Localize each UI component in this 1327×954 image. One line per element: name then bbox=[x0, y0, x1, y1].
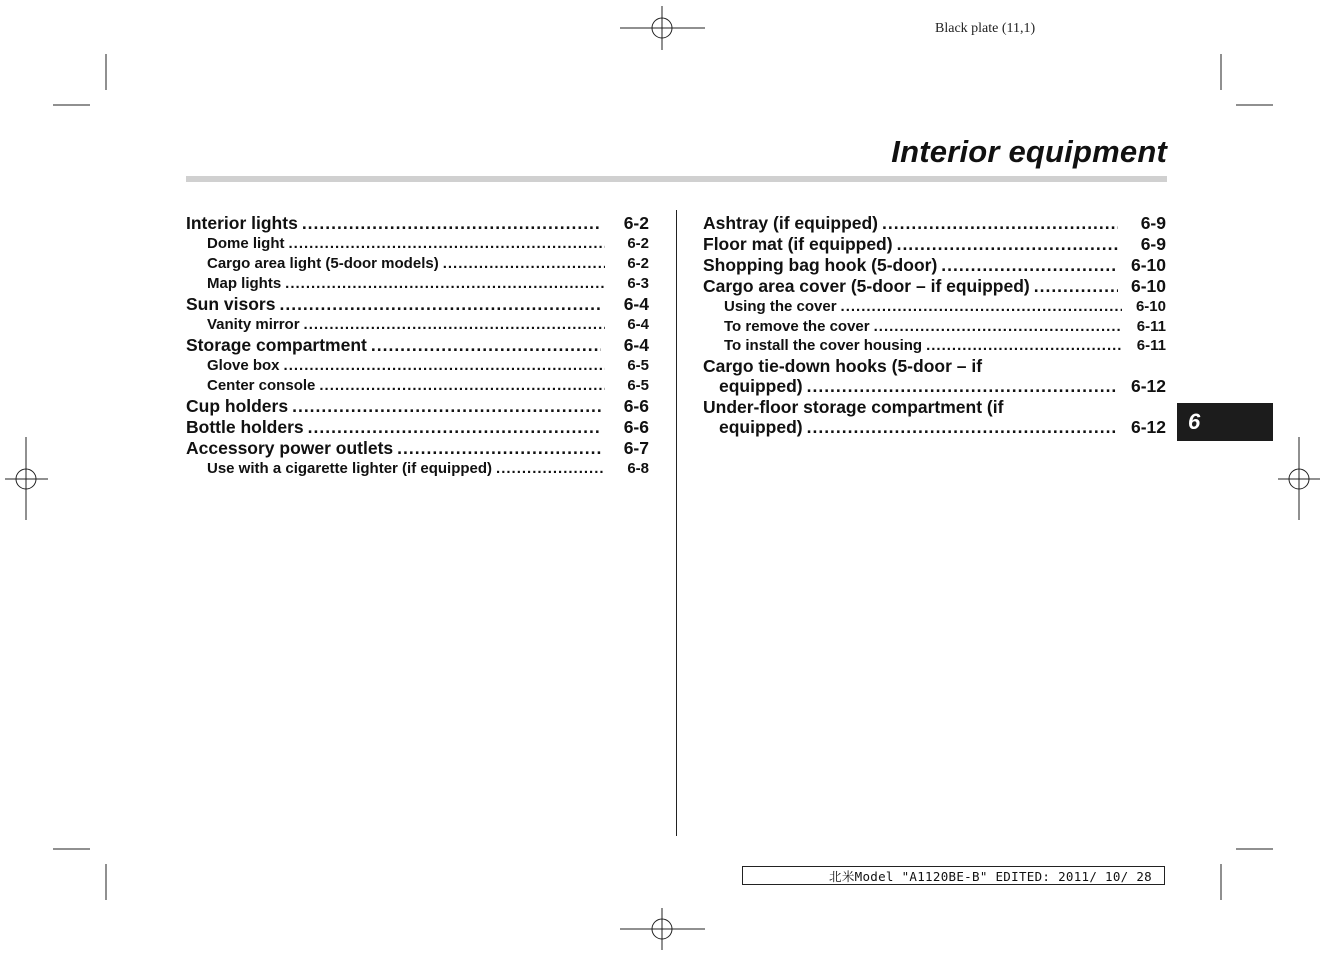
toc-entry-page: 6-4 bbox=[623, 294, 649, 314]
toc-entry-page: 6-5 bbox=[627, 357, 649, 374]
toc-entry-page: 6-2 bbox=[623, 213, 649, 233]
toc-entry-label: Use with a cigarette lighter (if equipped) bbox=[207, 460, 493, 477]
leader-dots bbox=[882, 213, 1118, 234]
toc-entry-label-line1: Cargo tie-down hooks (5-door – if bbox=[703, 356, 983, 377]
leader-dots bbox=[874, 317, 1122, 337]
title-rule bbox=[186, 176, 1167, 182]
toc-entry-line2 bbox=[703, 376, 1166, 397]
toc-entry-label: Dome light bbox=[207, 235, 285, 252]
toc-entry-label: Glove box bbox=[207, 357, 280, 374]
toc-entry-page: 6-9 bbox=[1140, 213, 1166, 233]
toc-left-column bbox=[186, 213, 649, 479]
page-title: Interior equipment bbox=[891, 134, 1167, 169]
column-divider bbox=[676, 210, 677, 836]
toc-entry-page: 6-12 bbox=[1130, 376, 1166, 397]
chapter-tab[interactable]: 6 bbox=[1177, 403, 1273, 441]
leader-dots bbox=[807, 376, 1118, 397]
leader-dots bbox=[807, 417, 1118, 438]
leader-dots bbox=[284, 356, 605, 376]
toc-entry-label: Ashtray (if equipped) bbox=[703, 213, 879, 233]
leader-dots bbox=[1034, 276, 1118, 297]
toc-entry-label: Sun visors bbox=[186, 294, 276, 314]
toc-entry-page: 6-9 bbox=[1140, 234, 1166, 254]
toc-subentry[interactable] bbox=[703, 336, 1166, 356]
toc-entry-label: To remove the cover bbox=[724, 317, 870, 335]
toc-right-column bbox=[703, 213, 1166, 438]
toc-entry-page: 6-3 bbox=[627, 275, 649, 292]
toc-entry-page: 6-6 bbox=[623, 396, 649, 416]
toc-entry-label: Bottle holders bbox=[186, 417, 304, 437]
toc-entry-label: Accessory power outlets bbox=[186, 438, 394, 458]
toc-entry-line2 bbox=[703, 417, 1166, 438]
toc-entry-label: Interior lights bbox=[186, 213, 298, 233]
leader-dots bbox=[304, 315, 605, 335]
toc-subentry[interactable] bbox=[186, 376, 649, 396]
toc-entry-label: Cargo area cover (5-door – if equipped) bbox=[703, 276, 1030, 296]
leader-dots bbox=[841, 297, 1122, 317]
leader-dots bbox=[496, 459, 605, 479]
toc-entry-label: To install the cover housing bbox=[724, 337, 923, 355]
leader-dots bbox=[897, 234, 1118, 255]
toc-entry[interactable] bbox=[186, 335, 649, 356]
toc-entry[interactable] bbox=[186, 417, 649, 438]
leader-dots bbox=[926, 336, 1122, 356]
toc-entry-page: 6-2 bbox=[627, 235, 649, 252]
toc-subentry[interactable] bbox=[703, 297, 1166, 317]
toc-entry[interactable] bbox=[186, 294, 649, 315]
toc-entry-page: 6-4 bbox=[623, 335, 649, 355]
toc-entry-page: 6-11 bbox=[1136, 317, 1166, 335]
leader-dots bbox=[443, 254, 605, 274]
toc-entry[interactable] bbox=[703, 276, 1166, 297]
leader-dots bbox=[289, 234, 606, 254]
toc-entry-label: equipped) bbox=[719, 417, 803, 438]
toc-subentry[interactable] bbox=[186, 356, 649, 376]
toc-subentry[interactable] bbox=[186, 459, 649, 479]
leader-dots bbox=[397, 438, 601, 459]
toc-entry[interactable] bbox=[186, 396, 649, 417]
toc-entry-page: 6-4 bbox=[627, 316, 649, 333]
toc-entry-page: 6-10 bbox=[1130, 255, 1166, 275]
toc-entry-label: Using the cover bbox=[724, 298, 837, 315]
leader-dots bbox=[279, 294, 601, 315]
leader-dots bbox=[319, 376, 605, 396]
toc-entry[interactable] bbox=[703, 255, 1166, 276]
toc-entry-wrapped[interactable] bbox=[703, 397, 1166, 438]
toc-entry-page: 6-12 bbox=[1130, 417, 1166, 438]
toc-entry[interactable] bbox=[186, 213, 649, 234]
toc-subentry[interactable] bbox=[703, 317, 1166, 337]
leader-dots bbox=[941, 255, 1118, 276]
leader-dots bbox=[302, 213, 601, 234]
edit-stamp: 北米Model "A1120BE-B" EDITED: 2011/ 10/ 28 bbox=[742, 866, 1165, 885]
toc-entry-label: Cargo area light (5-door models) bbox=[207, 255, 439, 272]
toc-entry-label: Map lights bbox=[207, 275, 282, 292]
leader-dots bbox=[371, 335, 601, 356]
toc-subentry[interactable] bbox=[186, 274, 649, 294]
toc-entry-label: Storage compartment bbox=[186, 335, 367, 355]
toc-entry-page: 6-5 bbox=[627, 377, 649, 394]
toc-entry-page: 6-10 bbox=[1130, 276, 1166, 296]
plate-label: Black plate (11,1) bbox=[935, 21, 1036, 36]
toc-entry[interactable] bbox=[703, 213, 1166, 234]
leader-dots bbox=[308, 417, 601, 438]
toc-entry-page: 6-10 bbox=[1135, 298, 1166, 315]
toc-subentry[interactable] bbox=[186, 315, 649, 335]
toc-entry-page: 6-6 bbox=[623, 417, 649, 437]
toc-subentry[interactable] bbox=[186, 254, 649, 274]
leader-dots bbox=[285, 274, 605, 294]
toc-entry-label: Floor mat (if equipped) bbox=[703, 234, 893, 254]
toc-entry-label: equipped) bbox=[719, 376, 803, 397]
toc-entry[interactable] bbox=[186, 438, 649, 459]
toc-entry-label: Cup holders bbox=[186, 396, 289, 416]
toc-entry[interactable] bbox=[703, 234, 1166, 255]
toc-entry-page: 6-2 bbox=[627, 255, 649, 272]
toc-entry-page: 6-7 bbox=[623, 438, 649, 458]
toc-entry-wrapped[interactable] bbox=[703, 356, 1166, 397]
toc-subentry[interactable] bbox=[186, 234, 649, 254]
toc-entry-label-line1: Under-floor storage compartment (if bbox=[703, 397, 1004, 418]
toc-entry-label: Shopping bag hook (5-door) bbox=[703, 255, 938, 275]
toc-entry-label: Center console bbox=[207, 377, 316, 394]
leader-dots bbox=[292, 396, 601, 417]
toc-entry-label: Vanity mirror bbox=[207, 316, 300, 333]
toc-entry-page: 6-11 bbox=[1136, 337, 1166, 355]
toc-entry-page: 6-8 bbox=[627, 460, 649, 477]
